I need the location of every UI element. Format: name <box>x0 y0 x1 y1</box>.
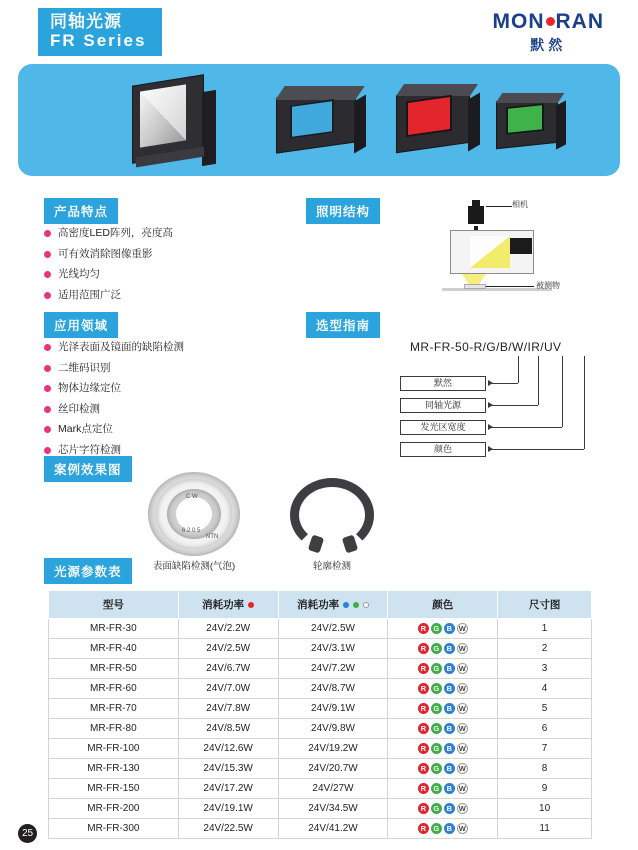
cell-power-2: 24V/9.8W <box>278 719 388 739</box>
cell-power-1: 24V/8.5W <box>178 719 278 739</box>
cell-power-2: 24V/41.2W <box>278 819 388 839</box>
cell-colors <box>388 719 498 739</box>
cell-colors <box>388 739 498 759</box>
product-banner <box>18 64 620 176</box>
table-row <box>49 679 592 699</box>
guide-section-tag: 选型指南 <box>306 312 380 338</box>
product-image-2 <box>276 86 368 156</box>
cell-size: 4 <box>498 679 592 699</box>
cell-power-1: 24V/15.3W <box>178 759 278 779</box>
cell-power-2: 24V/2.5W <box>278 619 388 639</box>
logo-left: MON <box>492 10 545 33</box>
guide-row-width: 发光区宽度 <box>400 420 486 435</box>
color-dot-b-icon: B <box>444 823 455 834</box>
color-dot-b-icon: B <box>444 783 455 794</box>
color-dot-r-icon: R <box>418 663 429 674</box>
cell-size: 5 <box>498 699 592 719</box>
cell-power-2: 24V/3.1W <box>278 639 388 659</box>
parameters-table <box>48 590 592 839</box>
cell-model: MR-FR-60 <box>49 679 179 699</box>
case-image-clip <box>290 478 374 552</box>
list-item: 芯片字符检测 <box>44 445 274 457</box>
color-dot-g-icon: G <box>431 703 442 714</box>
list-item: 二维码识别 <box>44 363 274 375</box>
color-dot-r-icon: R <box>418 823 429 834</box>
list-item: 光线均匀 <box>44 269 274 281</box>
table-row <box>49 699 592 719</box>
guide-model-code: MR-FR-50-R/G/B/W/IR/UV <box>410 340 562 354</box>
color-dot-w-icon: W <box>458 824 466 833</box>
color-dot-g-icon: G <box>431 663 442 674</box>
product-image-4 <box>496 94 570 152</box>
logo-dot-icon <box>546 17 555 26</box>
table-row <box>49 799 592 819</box>
guide-row-color: 颜色 <box>400 442 486 457</box>
cell-power-1: 24V/17.2W <box>178 779 278 799</box>
table-row <box>49 659 592 679</box>
cell-colors <box>388 639 498 659</box>
table-row <box>49 819 592 839</box>
color-dot-g-icon: G <box>431 743 442 754</box>
page-header <box>0 0 638 62</box>
color-dot-w-icon: W <box>458 764 466 773</box>
cell-power-2: 24V/20.7W <box>278 759 388 779</box>
cell-colors <box>388 759 498 779</box>
cell-colors <box>388 819 498 839</box>
cell-model: MR-FR-100 <box>49 739 179 759</box>
color-dot-r-icon: R <box>418 763 429 774</box>
logo-right: RAN <box>555 10 604 33</box>
cell-size: 3 <box>498 659 592 679</box>
color-dot-w-icon: W <box>458 684 466 693</box>
case-caption-2: 轮廓检测 <box>312 561 351 572</box>
color-dot-b-icon: B <box>444 743 455 754</box>
bearing-text-bottom: 6 2 0 5 <box>182 528 201 534</box>
case-image-bearing <box>148 472 240 556</box>
header-dot-blue-icon <box>343 602 349 608</box>
cell-model: MR-FR-80 <box>49 719 179 739</box>
cell-size: 2 <box>498 639 592 659</box>
color-dot-w-icon: W <box>458 664 466 673</box>
color-dot-b-icon: B <box>444 803 455 814</box>
cell-power-1: 24V/22.5W <box>178 819 278 839</box>
table-row <box>49 639 592 659</box>
cell-power-2: 24V/9.1W <box>278 699 388 719</box>
lighting-structure-diagram <box>440 196 626 296</box>
table-body <box>49 619 592 839</box>
col-color: 颜色 <box>388 591 498 619</box>
cell-power-1: 24V/7.0W <box>178 679 278 699</box>
col-power-1: 消耗功率 <box>178 591 278 619</box>
cell-model: MR-FR-200 <box>49 799 179 819</box>
selection-guide <box>400 336 630 466</box>
color-dot-g-icon: G <box>431 623 442 634</box>
cell-model: MR-FR-50 <box>49 659 179 679</box>
cell-model: MR-FR-300 <box>49 819 179 839</box>
cell-power-1: 24V/6.7W <box>178 659 278 679</box>
header-dot-white-icon <box>363 602 369 608</box>
guide-row-brand: 默然 <box>400 376 486 391</box>
applications-list <box>44 342 274 465</box>
cell-colors <box>388 779 498 799</box>
cell-colors <box>388 619 498 639</box>
cell-model: MR-FR-70 <box>49 699 179 719</box>
table-header-row <box>49 591 592 619</box>
cell-model: MR-FR-40 <box>49 639 179 659</box>
cell-size: 6 <box>498 719 592 739</box>
color-dot-w-icon: W <box>458 624 466 633</box>
color-dot-g-icon: G <box>431 643 442 654</box>
camera-label: 相机 <box>512 200 528 209</box>
cell-colors <box>388 679 498 699</box>
product-image-1 <box>116 74 218 166</box>
object-label: 被测物 <box>536 281 560 290</box>
color-dot-r-icon: R <box>418 703 429 714</box>
guide-row-type: 同轴光源 <box>400 398 486 413</box>
cell-model: MR-FR-130 <box>49 759 179 779</box>
cell-power-1: 24V/2.2W <box>178 619 278 639</box>
table-row <box>49 759 592 779</box>
color-dot-b-icon: B <box>444 683 455 694</box>
color-dot-w-icon: W <box>458 644 466 653</box>
logo-wordmark <box>493 10 605 34</box>
features-list <box>44 228 274 310</box>
case-caption-1: 表面缺陷检测(气泡) <box>152 561 236 572</box>
list-item: 丝印检测 <box>44 404 274 416</box>
color-dot-r-icon: R <box>418 683 429 694</box>
cell-size: 10 <box>498 799 592 819</box>
color-dot-b-icon: B <box>444 703 455 714</box>
bearing-text-top: C W <box>186 494 198 500</box>
color-dot-r-icon: R <box>418 623 429 634</box>
list-item: 适用范围广泛 <box>44 290 274 302</box>
table-row <box>49 739 592 759</box>
lighting-section-tag: 照明结构 <box>306 198 380 224</box>
color-dot-g-icon: G <box>431 803 442 814</box>
cases-section-tag: 案例效果图 <box>44 456 132 482</box>
page-number: 25 <box>18 824 37 843</box>
cell-power-1: 24V/7.8W <box>178 699 278 719</box>
color-dot-r-icon: R <box>418 643 429 654</box>
product-image-3 <box>396 86 484 156</box>
color-dot-g-icon: G <box>431 783 442 794</box>
cell-power-1: 24V/2.5W <box>178 639 278 659</box>
color-dot-r-icon: R <box>418 723 429 734</box>
list-item: 可有效消除图像重影 <box>44 249 274 261</box>
title-english: FR Series <box>50 31 147 51</box>
logo-chinese: 默然 <box>530 37 567 53</box>
brand-logo <box>493 10 605 55</box>
title-chinese: 同轴光源 <box>50 12 122 31</box>
cell-power-1: 24V/12.6W <box>178 739 278 759</box>
table-section-tag: 光源参数表 <box>44 558 132 584</box>
color-dot-w-icon: W <box>458 704 466 713</box>
color-dot-r-icon: R <box>418 783 429 794</box>
list-item: 物体边缘定位 <box>44 383 274 395</box>
header-dot-red-icon <box>248 602 254 608</box>
cell-power-2: 24V/8.7W <box>278 679 388 699</box>
cell-power-2: 24V/34.5W <box>278 799 388 819</box>
cell-colors <box>388 699 498 719</box>
color-dot-b-icon: B <box>444 643 455 654</box>
color-dot-b-icon: B <box>444 763 455 774</box>
list-item: 高密度LED阵列，亮度高 <box>44 228 274 240</box>
list-item: 光泽表面及镜面的缺陷检测 <box>44 342 274 354</box>
cell-size: 11 <box>498 819 592 839</box>
color-dot-b-icon: B <box>444 723 455 734</box>
color-dot-b-icon: B <box>444 623 455 634</box>
table-row <box>49 719 592 739</box>
color-dot-b-icon: B <box>444 663 455 674</box>
col-model: 型号 <box>49 591 179 619</box>
cell-power-1: 24V/19.1W <box>178 799 278 819</box>
col-size: 尺寸图 <box>498 591 592 619</box>
list-item: Mark点定位 <box>44 424 274 436</box>
cell-size: 8 <box>498 759 592 779</box>
cell-size: 9 <box>498 779 592 799</box>
color-dot-g-icon: G <box>431 823 442 834</box>
col-power-2: 消耗功率 <box>278 591 388 619</box>
color-dot-r-icon: R <box>418 803 429 814</box>
cell-colors <box>388 799 498 819</box>
color-dot-w-icon: W <box>458 804 466 813</box>
cell-power-2: 24V/7.2W <box>278 659 388 679</box>
cell-colors <box>388 659 498 679</box>
cell-model: MR-FR-150 <box>49 779 179 799</box>
cell-model: MR-FR-30 <box>49 619 179 639</box>
color-dot-g-icon: G <box>431 723 442 734</box>
color-dot-g-icon: G <box>431 763 442 774</box>
color-dot-w-icon: W <box>458 724 466 733</box>
color-dot-w-icon: W <box>458 744 466 753</box>
cell-size: 1 <box>498 619 592 639</box>
table-row <box>49 779 592 799</box>
bearing-text-mark: NTN <box>206 534 219 540</box>
color-dot-w-icon: W <box>458 784 466 793</box>
page-title <box>38 8 162 56</box>
cell-power-2: 24V/27W <box>278 779 388 799</box>
cell-size: 7 <box>498 739 592 759</box>
applications-section-tag: 应用领域 <box>44 312 118 338</box>
table-row <box>49 619 592 639</box>
header-dot-green-icon <box>353 602 359 608</box>
color-dot-r-icon: R <box>418 743 429 754</box>
features-section-tag: 产品特点 <box>44 198 118 224</box>
color-dot-g-icon: G <box>431 683 442 694</box>
cell-power-2: 24V/19.2W <box>278 739 388 759</box>
